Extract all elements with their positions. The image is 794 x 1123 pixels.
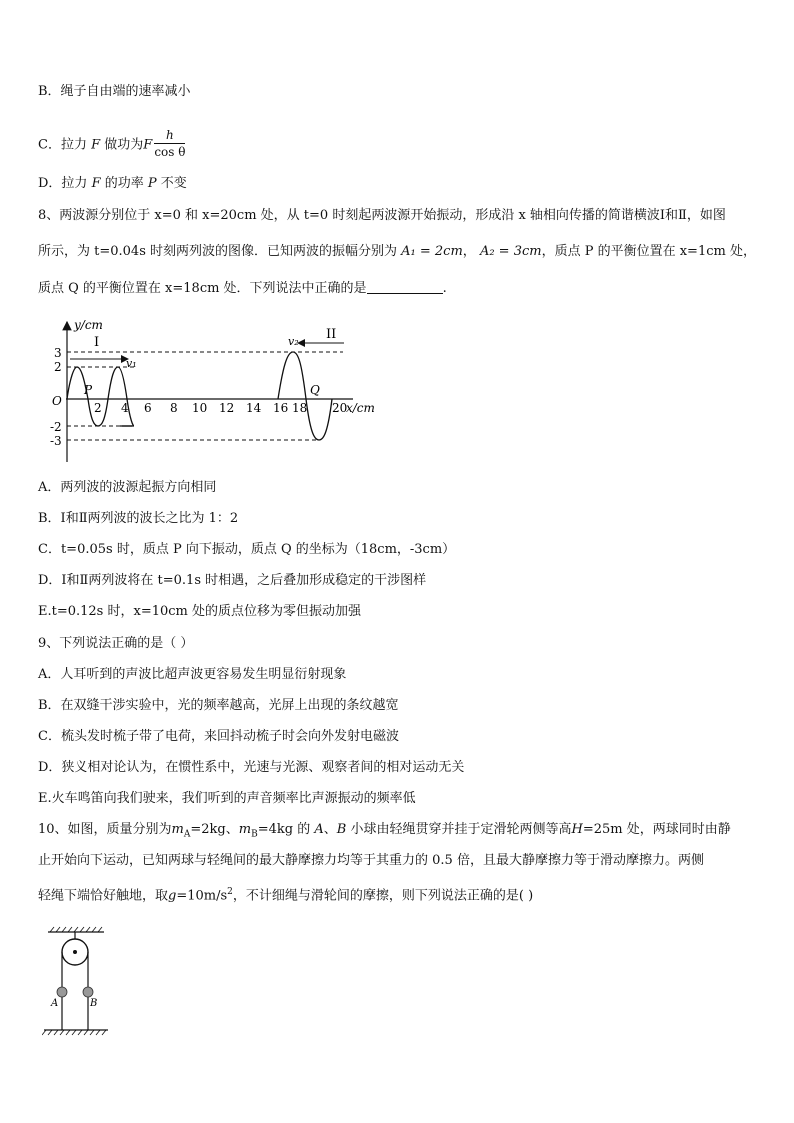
q10-line3-b: =10m/s bbox=[176, 888, 228, 904]
q10-ball-a: A bbox=[314, 822, 324, 837]
q9-option-e-text: E.火车鸣笛向我们驶来，我们听到的声音频率比声源振动的频率低 bbox=[38, 791, 416, 806]
y-axis-label: y/cm bbox=[74, 318, 103, 332]
q9-option-b bbox=[38, 698, 399, 714]
pulley-axle bbox=[73, 950, 77, 954]
q7-option-c-mid: 做功为 bbox=[104, 137, 144, 153]
pulley-figure bbox=[42, 926, 112, 1038]
q7-option-d-force: F bbox=[91, 176, 101, 191]
q8-option-c bbox=[38, 542, 455, 558]
ball-a bbox=[57, 987, 67, 997]
q8-amplitude-a1: A₁ = 2cm bbox=[401, 244, 463, 259]
wave-1-curve bbox=[67, 367, 134, 426]
ball-b-label: B bbox=[90, 998, 98, 1009]
q8-option-e-text: E.t=0.12s 时，x=10cm 处的质点位移为零但振动加强 bbox=[38, 604, 361, 619]
q9-stem-text: 9、下列说法正确的是（ ） bbox=[38, 636, 194, 651]
y-tick-2: 2 bbox=[54, 360, 62, 374]
ceiling-hatch bbox=[50, 927, 102, 932]
q8-stem-line3-text: 质点 Q 的平衡位置在 x=18cm 处．下列说法中正确的是 bbox=[38, 281, 367, 296]
wave-1-label: I bbox=[94, 335, 100, 350]
y-tick-neg2: -2 bbox=[50, 420, 62, 434]
v2-label: v₂ bbox=[288, 335, 299, 348]
q7-option-d-prefix: D．拉力 bbox=[38, 176, 88, 191]
q8-stem-line2-a: 所示，为 t=0.04s 时刻两列波的图像．已知两波的振幅分别为 bbox=[38, 244, 397, 259]
q10-stem-line3 bbox=[38, 884, 533, 904]
v1-label: v₁ bbox=[126, 357, 137, 370]
q9-option-b-text: B．在双缝干涉实验中，光的频率越高，光屏上出现的条纹越宽 bbox=[38, 698, 399, 713]
ball-a-label: A bbox=[51, 998, 59, 1009]
x-axis-label: x/cm bbox=[346, 401, 375, 415]
q10-line1-b: 小球由轻绳贯穿并挂于定滑轮两侧等高 bbox=[350, 822, 572, 837]
y-tick-neg3: -3 bbox=[50, 434, 62, 448]
q8-stem-line1-text: 8、两波源分别位于 x=0 和 x=20cm 处，从 t=0 时刻起两波源开始振动，形成沿 x 轴相向传播的简谐横波Ⅰ和Ⅱ，如图 bbox=[38, 208, 726, 223]
q10-height-symbol: H bbox=[571, 822, 583, 837]
q8-option-d-text: D．Ⅰ和Ⅱ两列波将在 t=0.1s 时相遇，之后叠加形成稳定的干涉图样 bbox=[38, 573, 427, 588]
q8-option-a-text: A．两列波的波源起振方向相同 bbox=[38, 480, 217, 495]
q9-option-c bbox=[38, 729, 399, 745]
q8-option-c-text: C．t=0.05s 时，质点 P 向下振动，质点 Q 的坐标为（18cm，-3cm） bbox=[38, 542, 456, 557]
q10-line1-a: 10、如图，质量分别为 bbox=[38, 822, 172, 837]
q8-option-b-text: B．Ⅰ和Ⅱ两列波的波长之比为 1：2 bbox=[38, 511, 239, 526]
q7-option-d-power: P bbox=[147, 176, 157, 191]
q10-stem-line1 bbox=[38, 822, 731, 843]
q8-stem-line3 bbox=[38, 281, 447, 297]
wave-2-label: II bbox=[326, 327, 337, 342]
q8-option-a bbox=[38, 480, 216, 496]
q10-mass-b-sub: B bbox=[251, 829, 258, 840]
q8-separator: ， bbox=[462, 244, 476, 259]
q9-option-a bbox=[38, 667, 346, 683]
q10-line3-a: 轻绳下端恰好触地，取 bbox=[38, 888, 169, 904]
q7-fraction-denominator: cos θ bbox=[154, 145, 186, 159]
q10-mass-a-symbol: m bbox=[171, 822, 184, 837]
q7-option-b-text: B．绳子自由端的速率减小 bbox=[38, 84, 191, 99]
q9-option-d-text: D．狭义相对论认为，在惯性系中，光速与光源、观察者间的相对运动无关 bbox=[38, 760, 465, 775]
x-tick-18: 18 bbox=[292, 401, 308, 415]
ball-b bbox=[83, 987, 93, 997]
x-tick-20: 20 bbox=[332, 401, 348, 415]
q7-fraction-numerator: h bbox=[154, 128, 185, 144]
q8-stem-line3-end: . bbox=[442, 281, 447, 296]
x-tick-6: 6 bbox=[144, 401, 152, 415]
q7-option-d bbox=[38, 176, 187, 192]
ground-hatch bbox=[42, 1030, 106, 1035]
q7-force-symbol: F bbox=[91, 137, 101, 153]
q8-stem-line2 bbox=[38, 244, 756, 260]
q8-amplitude-a2: A₂ = 3cm bbox=[479, 244, 542, 259]
q7-force-symbol-2: F bbox=[143, 137, 153, 153]
q-label: Q bbox=[310, 383, 320, 397]
q10-stem-line2 bbox=[38, 853, 704, 869]
x-tick-8: 8 bbox=[170, 401, 178, 415]
wave-figure bbox=[48, 312, 388, 464]
q9-option-e bbox=[38, 791, 416, 807]
q9-option-d bbox=[38, 760, 464, 776]
x-tick-4: 4 bbox=[121, 401, 129, 415]
x-tick-16: 16 bbox=[273, 401, 289, 415]
x-tick-12: 12 bbox=[219, 401, 235, 415]
q10-line3-c: ，不计细绳与滑轮间的摩擦，则下列说法正确的是( ) bbox=[232, 888, 534, 904]
answer-blank bbox=[367, 281, 443, 294]
q10-mass-a-sub: A bbox=[183, 829, 191, 840]
q8-option-e bbox=[38, 604, 361, 620]
q8-option-b bbox=[38, 511, 238, 527]
q10-mass-a-value: =2kg、 bbox=[190, 822, 239, 837]
q7-option-d-end: 不变 bbox=[160, 176, 187, 191]
q10-line3-sup: 2 bbox=[227, 887, 233, 897]
q10-mass-b-symbol: m bbox=[238, 822, 252, 837]
q9-option-a-text: A．人耳听到的声波比超声波更容易发生明显衍射现象 bbox=[38, 667, 347, 682]
q7-option-c bbox=[38, 129, 185, 161]
q7-fraction bbox=[154, 128, 185, 160]
q9-option-c-text: C．梳头发时梳子带了电荷，来回抖动梳子时会向外发射电磁波 bbox=[38, 729, 399, 744]
q9-stem bbox=[38, 636, 193, 652]
q10-ball-b: B bbox=[336, 822, 347, 837]
q8-option-d bbox=[38, 573, 426, 589]
x-tick-2: 2 bbox=[94, 401, 102, 415]
q8-stem-line1 bbox=[38, 208, 726, 224]
q10-gravity-symbol: g bbox=[168, 888, 177, 904]
origin-label: O bbox=[52, 394, 62, 408]
wave-2-curve bbox=[278, 352, 332, 440]
x-tick-10: 10 bbox=[192, 401, 208, 415]
q7-option-c-prefix: C．拉力 bbox=[38, 137, 87, 153]
q10-and: 、 bbox=[323, 822, 337, 837]
q7-option-d-mid: 的功率 bbox=[104, 176, 144, 191]
q10-mass-b-value: =4kg 的 bbox=[257, 822, 311, 837]
p-label: P bbox=[84, 383, 93, 397]
q10-line1-c: =25m 处，两球同时由静 bbox=[582, 822, 731, 837]
q8-stem-line2-b: ，质点 P 的平衡位置在 x=1cm 处， bbox=[541, 244, 756, 259]
y-tick-3: 3 bbox=[54, 346, 62, 360]
q10-line2-text: 止开始向下运动，已知两球与轻绳间的最大静摩擦力均等于其重力的 0.5 倍，且最大静摩擦力等于滑动摩擦力。两侧 bbox=[38, 853, 704, 868]
x-tick-14: 14 bbox=[246, 401, 262, 415]
q7-option-b bbox=[38, 84, 191, 100]
